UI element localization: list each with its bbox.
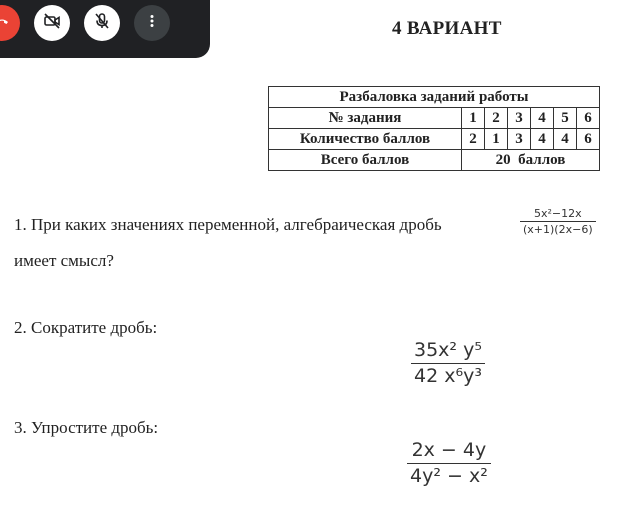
task-number-row [269,108,600,129]
mic-off-icon [92,11,112,36]
end-call-button[interactable] [0,5,20,41]
question-2-text: 2. Сократите дробь: [14,318,158,337]
call-control-bar [0,0,210,58]
mic-toggle-button[interactable] [84,5,120,41]
task-number-cell: 3 [508,108,531,129]
points-row [269,129,600,150]
total-label: Всего баллов [269,150,462,171]
question-3-fraction [407,438,491,489]
fraction-denominator: (x+1)(2x−6) [523,223,593,236]
end-call-icon [0,12,11,35]
fraction-numerator: 35x² y⁵ [414,339,482,361]
question-1-fraction [520,206,596,237]
points-cell: 6 [577,129,600,150]
more-options-icon [144,13,160,34]
task-number-cell: 6 [577,108,600,129]
question-1-continuation: имеет смысл? [14,251,114,270]
points-cell: 4 [554,129,577,150]
fraction-numerator: 5x²−12x [533,207,582,220]
fraction-denominator: 42 x⁶y³ [414,365,482,387]
fraction-numerator: 2x − 4y [411,439,487,461]
scores-table [268,86,600,171]
points-cell: 2 [462,129,485,150]
points-row-label: Количество баллов [269,129,462,150]
points-cell: 1 [485,129,508,150]
question-2-fraction [411,338,485,389]
points-cell: 3 [508,129,531,150]
table-title: Разбаловка заданий работы [269,87,600,108]
camera-toggle-button[interactable] [34,5,70,41]
table-title-row [269,87,600,108]
camera-off-icon [42,11,62,36]
points-cell: 4 [531,129,554,150]
total-value: 20 баллов [462,150,600,171]
question-3-text: 3. Упростите дробь: [14,418,159,437]
task-number-cell: 5 [554,108,577,129]
question-1-text: 1. При каких значениях переменной, алгебраическая дробь [14,215,442,234]
task-number-cell: 4 [531,108,554,129]
variant-title: 4 ВАРИАНТ [392,18,502,39]
task-number-cell: 1 [462,108,485,129]
total-row [269,150,600,171]
task-number-cell: 2 [485,108,508,129]
task-row-label: № задания [269,108,462,129]
fraction-denominator: 4y² − x² [410,465,488,487]
more-options-button[interactable] [134,5,170,41]
